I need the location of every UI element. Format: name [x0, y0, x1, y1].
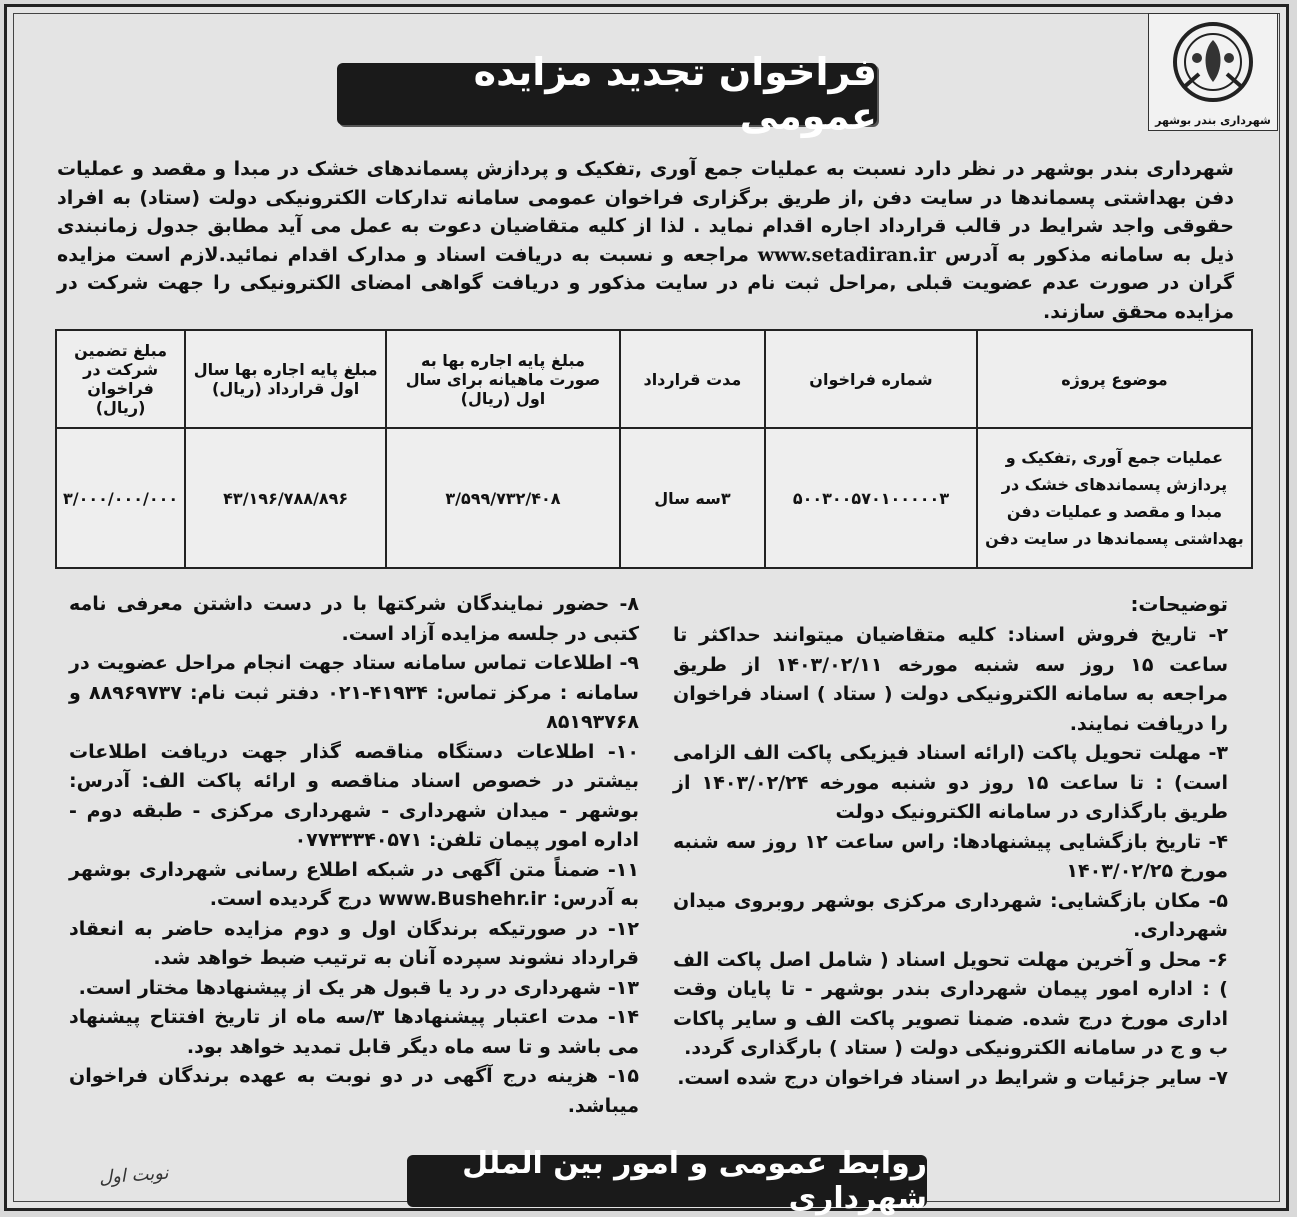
note-item: ۱۰- اطلاعات دستگاه مناقصه گذار جهت دریافت اطلاعات بیشتر در خصوص اسناد مناقصه و ارائه پاکت الف: آدرس: بوشهر - میدان شهرداری - شهرداری مرکزی - طبقه دوم - اداره امور پیمان تلفن: ۰۷۷۳۳۳۴۰۵۷۱	[69, 740, 639, 851]
table-header-row	[56, 330, 1252, 428]
header-monthly-rent: مبلغ پایه اجاره بها به صورت ماهیانه برای سال اول (ریال)	[386, 330, 620, 428]
cell-call-number: ۵۰۰۳۰۰۵۷۰۱۰۰۰۰۰۳	[765, 428, 977, 568]
intro-paragraph	[57, 155, 1234, 326]
cell-monthly-rent: ۳/۵۹۹/۷۳۲/۴۰۸	[386, 428, 620, 568]
page-title: فراخوان تجدید مزایده عمومی	[337, 63, 877, 125]
note-item: ۲- تاریخ فروش اسناد: کلیه متقاضیان میتوانند حداکثر تا ساعت ۱۵ روز سه شنبه مورخه ۱۴۰۳/۰۲/۱۱ از طریق مراجعه به سامانه الکترونیکی دولت ( ستاد ) اسناد فراخوان را دریافت نمایند.	[673, 624, 1229, 735]
note-item: ۴- تاریخ بازگشایی پیشنهادها: راس ساعت ۱۲ روز سه شنبه مورخ ۱۴۰۳/۰۲/۲۵	[673, 830, 1228, 882]
note-item: ۶- محل و آخرین مهلت تحویل اسناد ( شامل اصل پاکت الف ) : اداره امور پیمان شهرداری بندر بوشهر - تا پایان وقت اداری مورخ درج شده. ضمنا تصویر پاکت الف و سایر پاکات ب و ج در سامانه الکترونیکی دولت ( ستاد ) بارگذاری گردد.	[673, 948, 1228, 1059]
cell-subject: عملیات جمع آوری ,تفکیک و پردازش پسماندهای خشک در مبدا و مقصد و عملیات دفن بهداشتی پسماندها در سایت دفن	[977, 428, 1252, 568]
note-item: ۵- مکان بازگشایی: شهرداری مرکزی بوشهر روبروی میدان شهرداری.	[673, 889, 1228, 941]
notes-right-column	[673, 621, 1228, 1093]
header-duration: مدت قرارداد	[620, 330, 765, 428]
municipality-logo	[1148, 13, 1278, 131]
note-item: ۱۲- در صورتیکه برندگان اول و دوم مزایده حاضر به انعقاد قرارداد نشوند سپرده آنان به ترتیب ضبط خواهد شد.	[69, 917, 639, 969]
note-item: ۱۱- ضمناً متن آگهی در شبکه اطلاع رسانی شهرداری بوشهر به آدرس: www.Bushehr.ir درج گردیده است.	[69, 858, 639, 910]
cell-guarantee: ۳/۰۰۰/۰۰۰/۰۰۰	[56, 428, 185, 568]
note-item: ۱۳- شهرداری در رد یا قبول هر یک از پیشنهادها مختار است.	[78, 976, 639, 999]
note-item: ۷- سایر جزئیات و شرایط در اسناد فراخوان درج شده است.	[677, 1066, 1228, 1089]
issue-stamp: نوبت اول	[98, 1162, 170, 1189]
note-item: ۹- اطلاعات تماس سامانه ستاد جهت انجام مراحل عضویت در سامانه : مرکز تماس: ۴۱۹۳۴-۰۲۱ دفتر ثبت نام: ۸۸۹۶۹۷۳۷ و ۸۵۱۹۳۷۶۸	[69, 652, 639, 733]
intro-text-2: مراجعه و نسبت به دریافت اسناد و مدارک اقدام نمائید.لازم است مزایده گران در صورت عدم عضویت قبلی ,مراحل ثبت نام در سایت مذکور و دریافت گواهی امضای الکترونیکی را جهت شرکت در مزایده محقق سازند.	[57, 243, 1234, 323]
cell-annual-rent: ۴۳/۱۹۶/۷۸۸/۸۹۶	[185, 428, 386, 568]
tender-table	[55, 329, 1253, 569]
municipality-emblem-icon	[1169, 18, 1257, 106]
announcement-page	[4, 4, 1289, 1216]
note-item: ۸- حضور نمایندگان شرکتها با در دست داشتن معرفی نامه کتبی در جلسه مزایده آزاد است.	[69, 593, 639, 645]
setad-url: www.setadiran.ir	[757, 243, 936, 266]
header-annual-rent: مبلغ پایه اجاره بها سال اول قرارداد (ریال)	[185, 330, 386, 428]
note-item: ۱۴- مدت اعتبار پیشنهادها ۳/سه ماه از تاریخ افتتاح پیشنهاد می باشد و تا سه ماه دیگر قابل تمدید خواهد بود.	[69, 1006, 639, 1058]
notes-title: توضیحات:	[1130, 592, 1228, 616]
note-item: ۳- مهلت تحویل پاکت (ارائه اسناد فیزیکی پاکت الف الزامی است) : تا ساعت ۱۵ روز دو شنبه مورخه ۱۴۰۳/۰۲/۲۴ از طریق بارگذاری در سامانه الکترونیک دولت	[673, 742, 1229, 823]
notes-left-column	[69, 590, 639, 1121]
header-call-number: شماره فراخوان	[765, 330, 977, 428]
logo-caption: شهرداری بندر بوشهر	[1155, 114, 1271, 127]
header-guarantee: مبلغ تضمین شرکت در فراخوان (ریال)	[56, 330, 185, 428]
intro-text-1: شهرداری بندر بوشهر در نظر دارد نسبت به عملیات جمع آوری ,تفکیک و پردازش پسماندهای خشک در مبدا و مقصد و عملیات دفن بهداشتی پسماندها در سایت دفن ,از طریق برگزاری فراخوان عمومی سامانه تدارکات الکترونیکی دولت (ستاد) به افراد حقوقی واجد شرایط در قالب قرارداد اجاره اقدام نماید . لذا از کلیه متقاضیان دعوت به عمل می آید مطابق جدول زمانبندی ذیل به سامانه مذکور به آدرس	[57, 158, 1234, 266]
footer-signature: روابط عمومی و امور بین الملل شهرداری	[407, 1155, 927, 1207]
cell-duration: ۳سه سال	[620, 428, 765, 568]
note-item: ۱۵- هزینه درج آگهی در دو نوبت به عهده برندگان فراخوان میباشد.	[69, 1065, 639, 1117]
header-subject: موضوع پروژه	[977, 330, 1252, 428]
table-row	[56, 428, 1252, 568]
